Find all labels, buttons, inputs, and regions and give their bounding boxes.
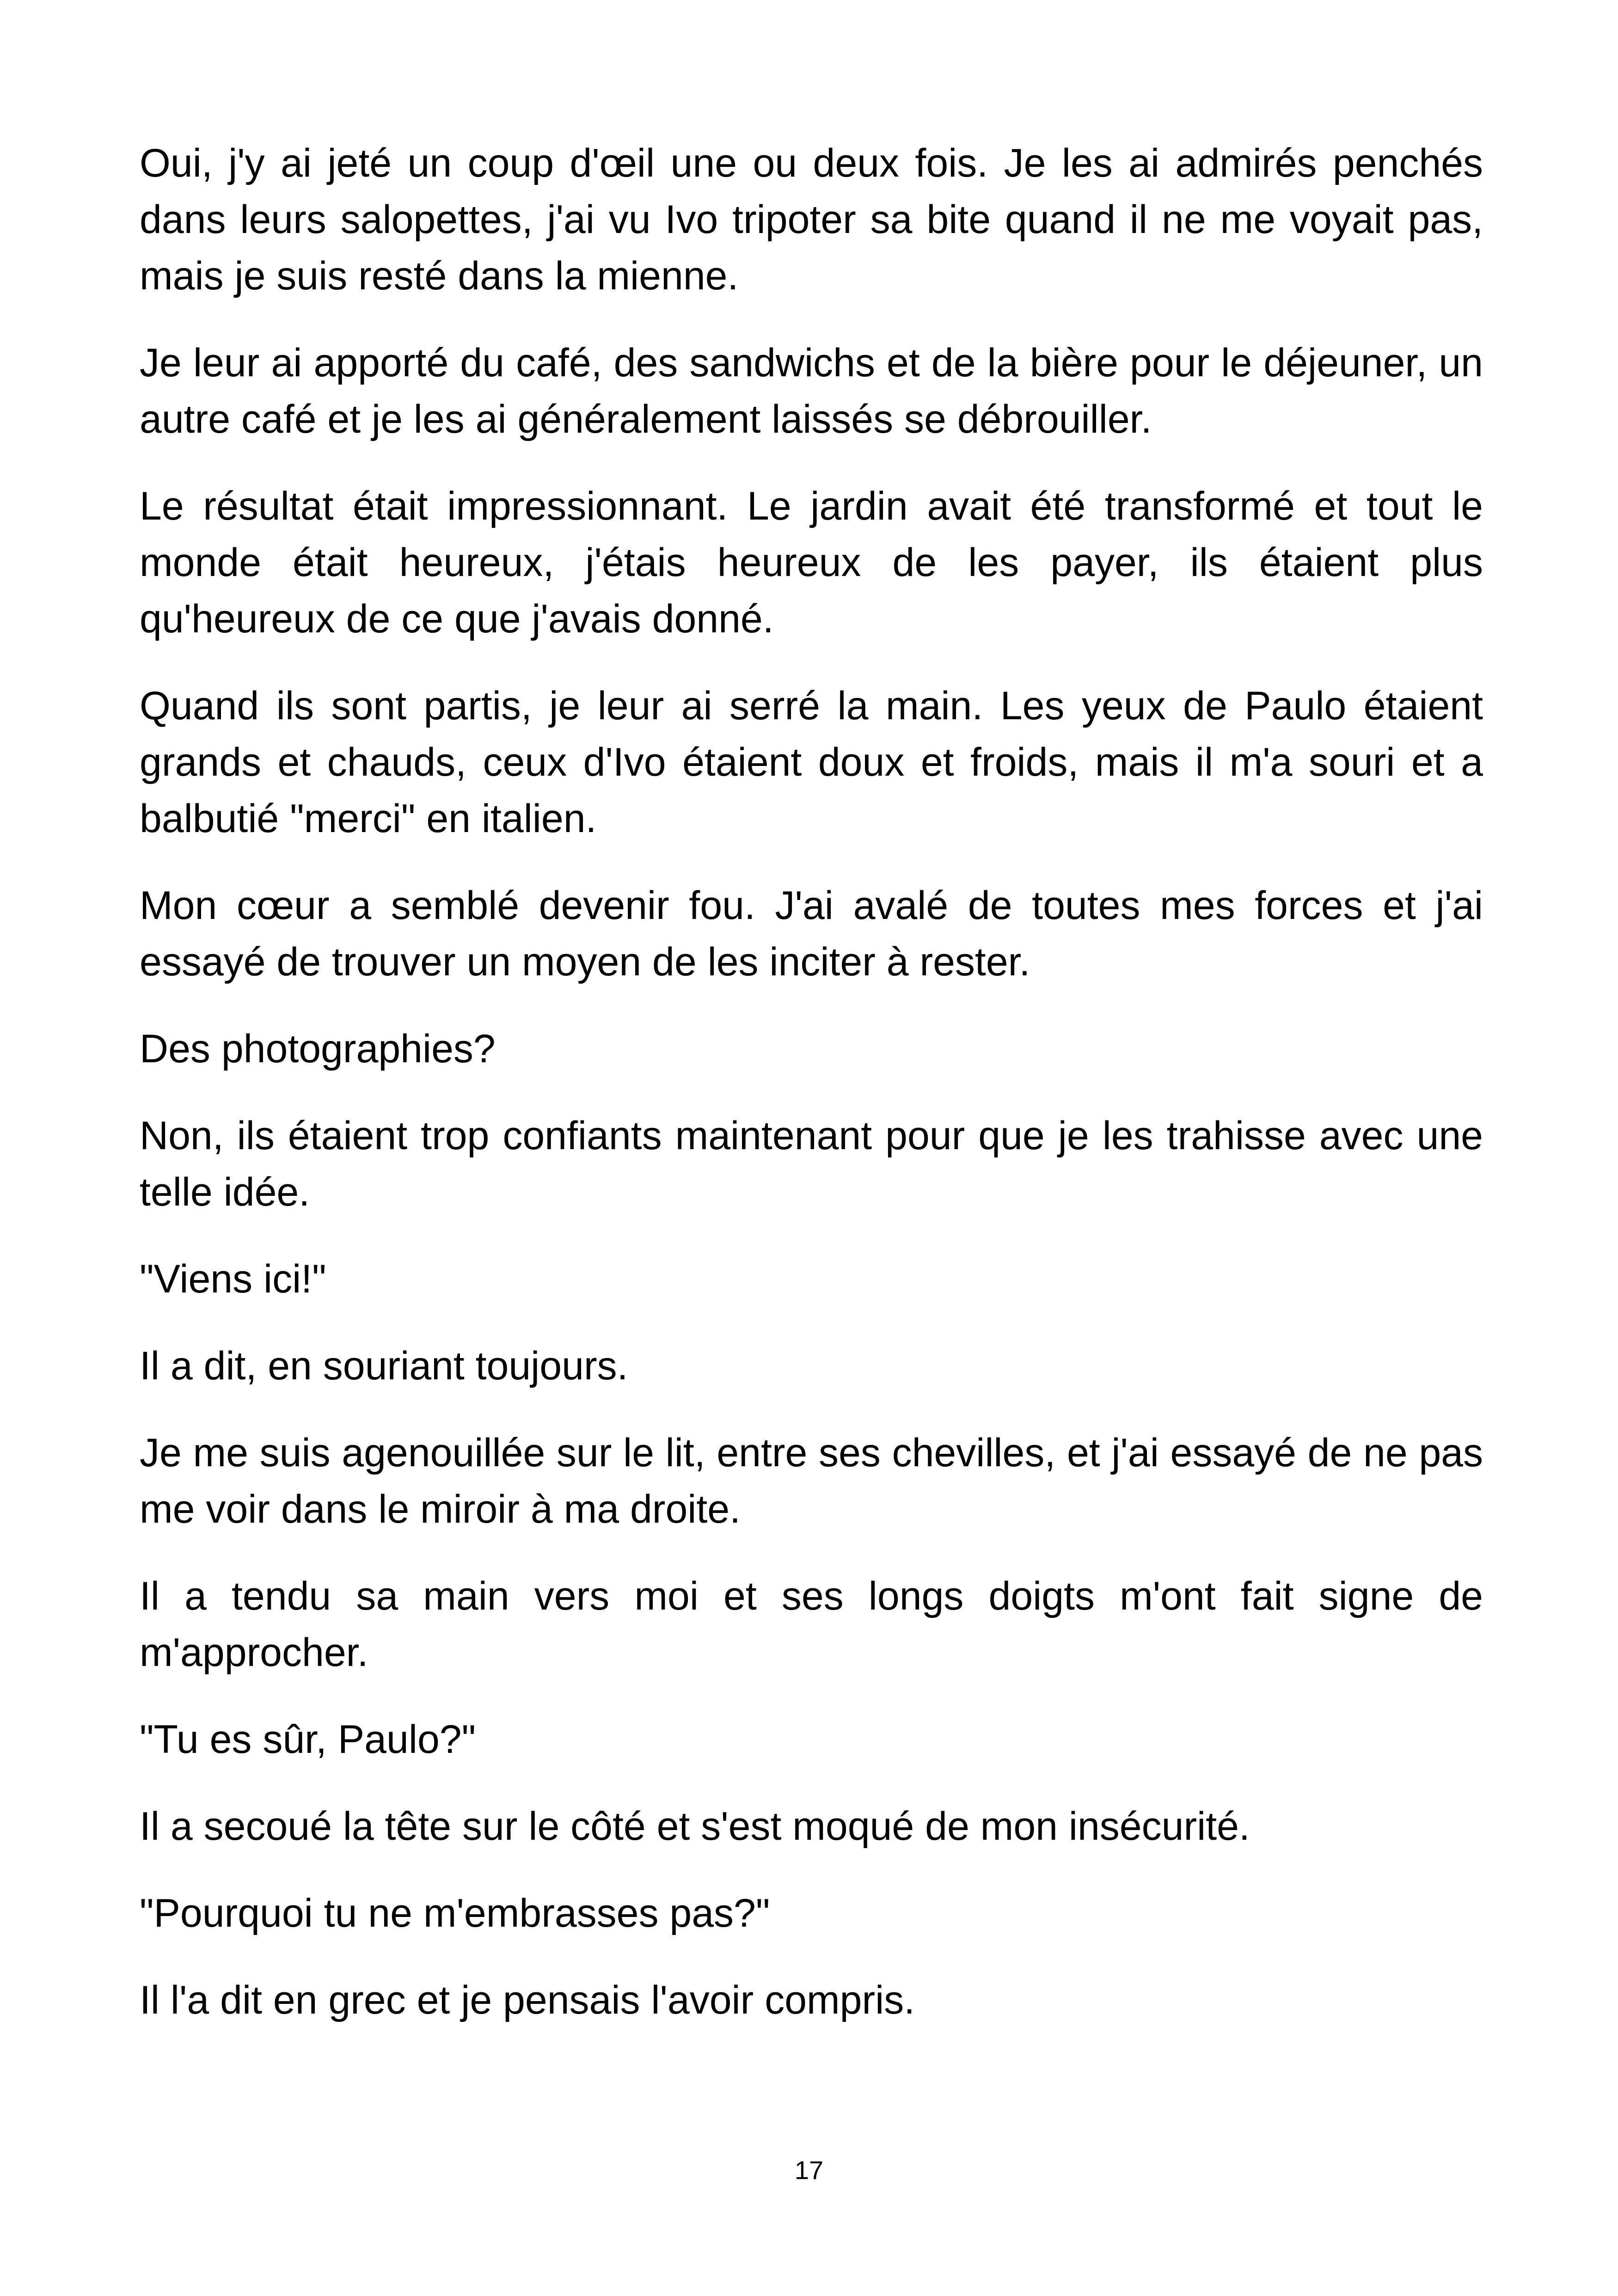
paragraph: Il a tendu sa main vers moi et ses longs doigts m'ont fait signe de m'approcher. bbox=[140, 1574, 1483, 1675]
paragraph: Mon cœur a semblé devenir fou. J'ai avalé de toutes mes forces et j'ai essayé de trouver un moyen de les inciter à rester. bbox=[140, 883, 1483, 984]
paragraph: Il a dit, en souriant toujours. bbox=[140, 1344, 628, 1388]
paragraph: Je me suis agenouillée sur le lit, entre ses chevilles, et j'ai essayé de ne pas me voir dans le miroir à ma droite. bbox=[140, 1431, 1483, 1531]
paragraph: "Tu es sûr, Paulo?" bbox=[140, 1717, 476, 1762]
paragraph: Oui, j'y ai jeté un coup d'œil une ou deux fois. Je les ai admirés penchés dans leurs salopettes, j'ai vu Ivo tripoter sa bite quand il ne me voyait pas, mais je suis resté dans la mienne. bbox=[140, 141, 1483, 298]
paragraph: Il l'a dit en grec et je pensais l'avoir compris. bbox=[140, 1978, 915, 2022]
page-number: 17 bbox=[794, 2155, 824, 2185]
paragraph: Des photographies? bbox=[140, 1027, 496, 1071]
paragraph: Quand ils sont partis, je leur ai serré la main. Les yeux de Paulo étaient grands et chauds, ceux d'Ivo étaient doux et froids, mais il m'a souri et a balbutié "merci" en italien. bbox=[140, 684, 1483, 841]
paragraph: "Pourquoi tu ne m'embrasses pas?" bbox=[140, 1891, 770, 1935]
paragraph: Non, ils étaient trop confiants maintenant pour que je les trahisse avec une telle idée. bbox=[140, 1114, 1483, 1214]
body-text bbox=[140, 135, 1483, 2059]
paragraph: Je leur ai apporté du café, des sandwichs et de la bière pour le déjeuner, un autre café et je les ai généralement laissés se débrouiller. bbox=[140, 341, 1483, 441]
paragraph: "Viens ici!" bbox=[140, 1257, 326, 1301]
paragraph: Le résultat était impressionnant. Le jardin avait été transformé et tout le monde était heureux, j'étais heureux de les payer, ils étaient plus qu'heureux de ce que j'avais donné. bbox=[140, 484, 1483, 641]
paragraph: Il a secoué la tête sur le côté et s'est moqué de mon insécurité. bbox=[140, 1804, 1250, 1849]
